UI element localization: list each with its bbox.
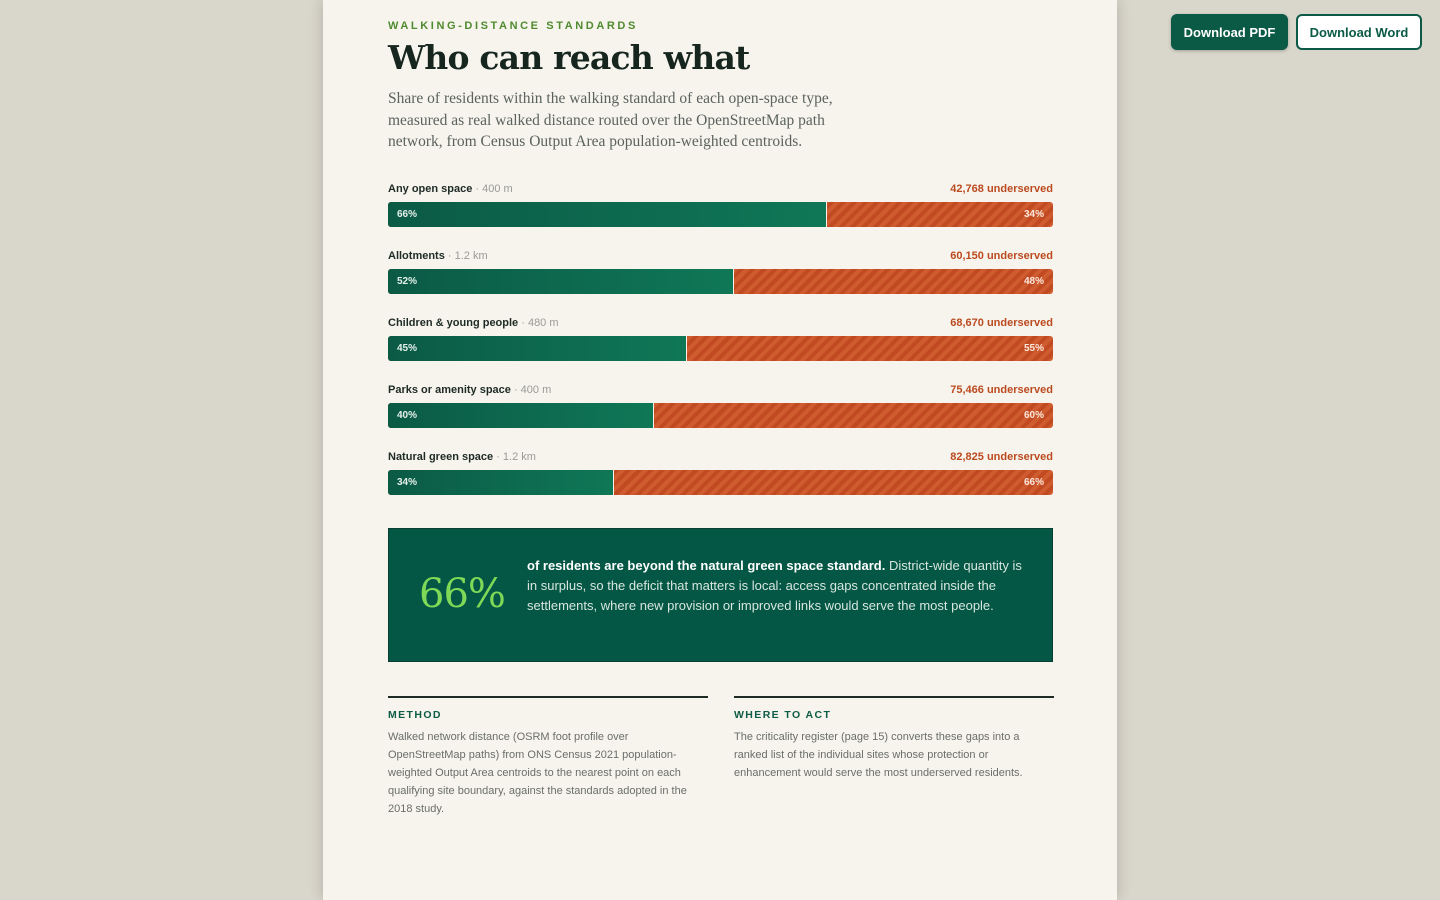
bar-underserved-segment: [388, 336, 1053, 361]
walking-standard: · 1.2 km: [444, 250, 488, 262]
where-to-act-body: The criticality register (page 15) converts these gaps into a ranked list of the individual sites whose protection or enhancement would serve the most underserved residents.: [734, 731, 1023, 779]
underserved-percent-label: 55%: [1023, 343, 1044, 354]
bar-header: [388, 314, 1053, 334]
bar-category-label: [388, 183, 513, 195]
underserved-percent-label: 34%: [1023, 209, 1044, 220]
where-to-act-heading: WHERE TO ACT: [734, 709, 832, 721]
bar-served-segment: [388, 269, 734, 294]
bar-category-label: [388, 317, 559, 329]
served-percent-label: 34%: [397, 477, 418, 488]
walking-standard: · 400 m: [472, 183, 513, 195]
method-heading: METHOD: [388, 709, 442, 721]
underserved-count: 60,150 underserved: [950, 250, 1053, 262]
walking-standard: · 1.2 km: [493, 451, 536, 463]
method-column: [388, 696, 708, 818]
walking-standard: · 480 m: [518, 317, 559, 329]
walking-standard: · 400 m: [510, 384, 552, 396]
category-name: Natural green space: [388, 451, 494, 463]
key-stat-callout: [388, 528, 1053, 662]
bar-underserved-segment: [388, 202, 1053, 227]
report-page: [323, 0, 1117, 900]
download-word-button[interactable]: Download Word: [1296, 14, 1422, 50]
underserved-count: 82,825 underserved: [950, 451, 1053, 463]
underserved-percent-label: 66%: [1023, 477, 1044, 488]
bar-served-segment: [388, 336, 687, 361]
bar-underserved-segment: [388, 269, 1053, 294]
bar-header: [388, 180, 1053, 200]
page-subtitle: Share of residents within the walking standard of each open-space type, measured as real walked distance routed over the OpenStreetMap path network, from Census Output Area population-weighted centroids.: [388, 90, 833, 150]
bar-header: [388, 247, 1053, 267]
bar-served-segment: [388, 470, 614, 495]
bar-served-segment: [388, 403, 654, 428]
bar-served-segment: [388, 202, 827, 227]
bar-underserved-segment: [388, 403, 1053, 428]
bar-row: [388, 381, 1053, 429]
method-body: Walked network distance (OSRM foot profile over OpenStreetMap paths) from ONS Census 2021 population-weighted Output Area centroids to the nearest point on each qualifying site boundary, against the standards adopted in the 2018 study.: [388, 731, 687, 815]
served-percent-label: 40%: [397, 410, 418, 421]
category-name: Children & young people: [388, 317, 519, 329]
category-name: Allotments: [388, 250, 445, 262]
underserved-count: 42,768 underserved: [950, 183, 1053, 195]
bar-category-label: [388, 384, 551, 396]
bar-header: [388, 381, 1053, 401]
bar-underserved-segment: [388, 470, 1053, 495]
bar-category-label: [388, 250, 488, 262]
page-title: Who can reach what: [388, 38, 750, 77]
callout-stat: 66%: [419, 571, 505, 617]
bar-header: [388, 448, 1053, 468]
underserved-count: 75,466 underserved: [950, 384, 1053, 396]
bar-row: [388, 448, 1053, 496]
where-to-act-column: [734, 696, 1054, 782]
section-eyebrow: WALKING-DISTANCE STANDARDS: [388, 20, 638, 32]
download-pdf-button[interactable]: Download PDF: [1171, 14, 1288, 50]
callout-body: District-wide quantity is in surplus, so the deficit that matters is local: access gaps concentrated inside the settlements, where new provision or improved links would serve the most people.: [527, 558, 1022, 613]
underserved-percent-label: 48%: [1023, 276, 1044, 287]
served-percent-label: 66%: [397, 209, 418, 220]
category-name: Any open space: [388, 183, 473, 195]
bar-category-label: [388, 451, 536, 463]
underserved-percent-label: 60%: [1023, 410, 1044, 421]
callout-text: [527, 556, 1027, 616]
bar-row: [388, 247, 1053, 295]
callout-lead: of residents are beyond the natural green space standard.: [527, 558, 886, 573]
served-percent-label: 45%: [397, 343, 418, 354]
underserved-count: 68,670 underserved: [950, 317, 1053, 329]
bar-row: [388, 180, 1053, 228]
category-name: Parks or amenity space: [388, 384, 511, 396]
served-percent-label: 52%: [397, 276, 418, 287]
bar-row: [388, 314, 1053, 362]
